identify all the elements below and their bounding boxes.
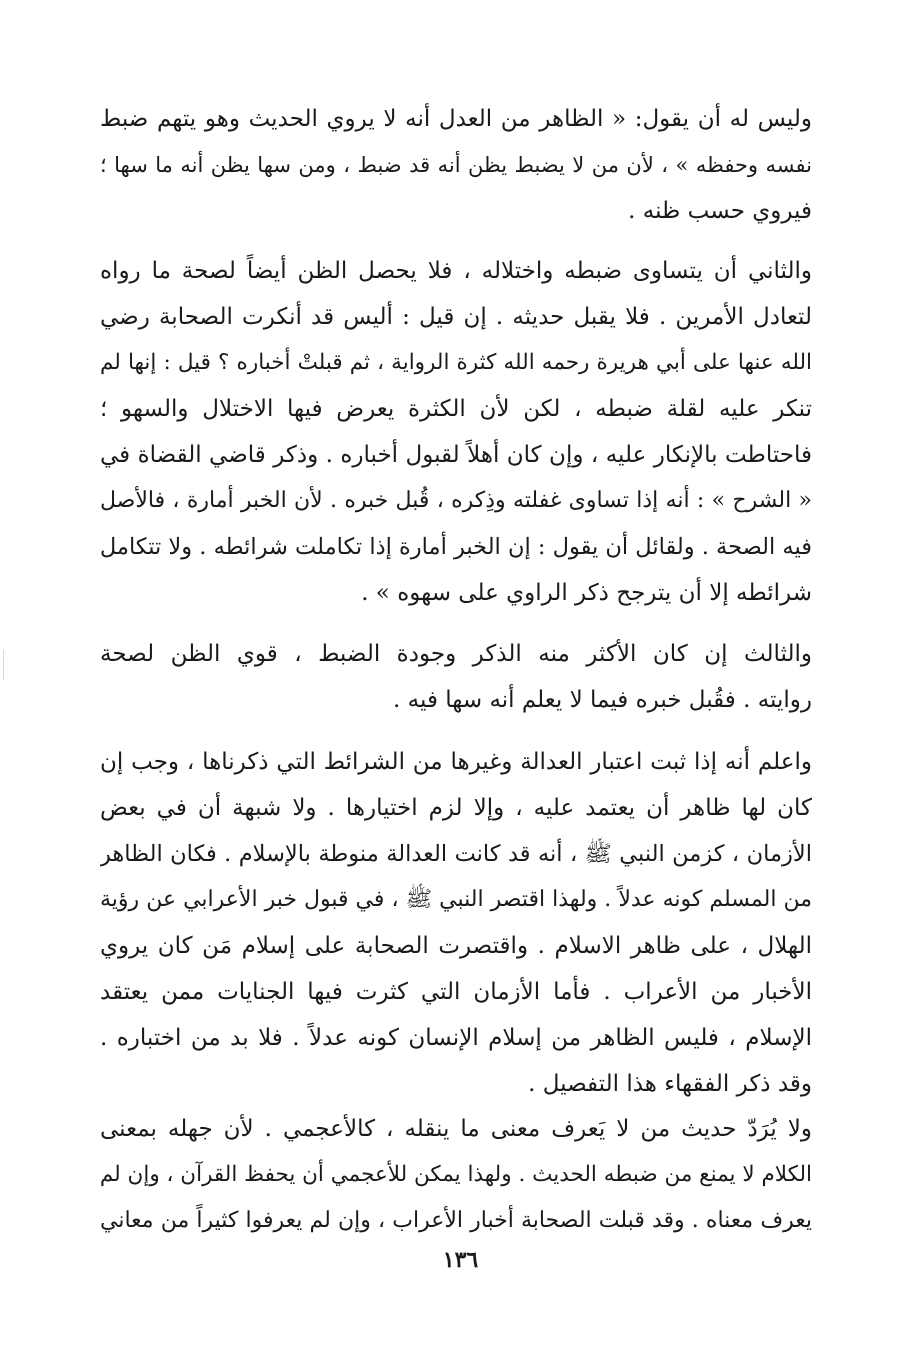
text-line: الأزمان ، كزمن النبي ﷺ ، أنه قد كانت العدالة منوطة بالإسلام . فكان الظاهر: [100, 841, 812, 867]
text-line: شرائطه إلا أن يترجح ذكر الراوي على سهوه » .: [361, 580, 812, 606]
text-line: فيروي حسب ظنه .: [628, 198, 812, 224]
text-line: لتعادل الأمرين . فلا يقبل حديثه . إن قيل : أليس قد أنكرت الصحابة رضي: [100, 304, 812, 330]
paragraph-4: [100, 739, 812, 1107]
text-line: يعرف معناه . وقد قبلت الصحابة أخبار الأعراب ، وإن لم يعرفوا كثيراً من معاني: [100, 1208, 812, 1233]
scan-mark: [3, 650, 4, 680]
text-line: الله عنها على أبي هريرة رحمه الله كثرة الرواية ، ثم قبلتْ أخباره ؟ قيل : إنها لم: [100, 350, 812, 375]
text-line: « الشرح » : أنه إذا تساوى غفلته وذِكره ، قُبل خبره . لأن الخبر أمارة ، فالأصل: [100, 488, 812, 513]
text-line: واعلم أنه إذا ثبت اعتبار العدالة وغيرها من الشرائط التي ذكرناها ، وجب إن: [100, 749, 812, 775]
text-line: فاحتاطت بالإنكار عليه ، وإن كان أهلاً لقبول أخباره . وذكر قاضي القضاة في: [100, 442, 812, 468]
text-line: وقد ذكر الفقهاء هذا التفصيل .: [528, 1071, 812, 1097]
text-line: كان لها ظاهر أن يعتمد عليه ، وإلا لزم اختيارها . ولا شبهة أن في بعض: [100, 795, 812, 821]
text-line: والثالث إن كان الأكثر منه الذكر وجودة الضبط ، قوي الظن لصحة: [100, 641, 812, 667]
text-line: الكلام لا يمنع من ضبطه الحديث . ولهذا يمكن للأعجمي أن يحفظ القرآن ، وإن لم: [100, 1162, 812, 1187]
text-line: الهلال ، على ظاهر الاسلام . واقتصرت الصحابة على إسلام مَن كان يروي: [100, 933, 812, 959]
text-line: وليس له أن يقول: « الظاهر من العدل أنه لا يروي الحديث وهو يتهم ضبط: [100, 106, 812, 132]
text-line: فيه الصحة . ولقائل أن يقول : إن الخبر أمارة إذا تكاملت شرائطه . ولا تتكامل: [100, 534, 812, 560]
text-line: والثاني أن يتساوى ضبطه واختلاله ، فلا يحصل الظن أيضاً لصحة ما رواه: [100, 258, 812, 284]
text-line: من المسلم كونه عدلاً . ولهذا اقتصر النبي ﷺ ، في قبول خبر الأعرابي عن رؤية: [100, 887, 812, 912]
text-line: روايته . فقُبل خبره فيما لا يعلم أنه سها فيه .: [393, 687, 812, 713]
paragraph-1: [100, 96, 812, 234]
paragraph-2: [100, 248, 812, 616]
text-line: تنكر عليه لقلة ضبطه ، لكن لأن الكثرة يعرض فيها الاختلال والسهو ؛: [100, 396, 812, 422]
text-line: الإسلام ، فليس الظاهر من إسلام الإنسان كونه عدلاً . فلا بد من اختباره .: [100, 1025, 812, 1051]
paragraph-5: [100, 1106, 812, 1244]
paragraph-3: [100, 631, 812, 723]
page-number: ١٣٦: [442, 1247, 479, 1273]
text-line: نفسه وحفظه » ، لأن من لا يضبط يظن أنه قد ضبط ، ومن سها يظن أنه ما سها ؛: [100, 153, 812, 177]
text-line: الأخبار من الأعراب . فأما الأزمان التي كثرت فيها الجنايات ممن يعتقد: [100, 979, 812, 1005]
text-line: ولا يُرَدّ حديث من لا يَعرف معنى ما ينقله ، كالأعجمي . لأن جهله بمعنى: [100, 1116, 812, 1142]
